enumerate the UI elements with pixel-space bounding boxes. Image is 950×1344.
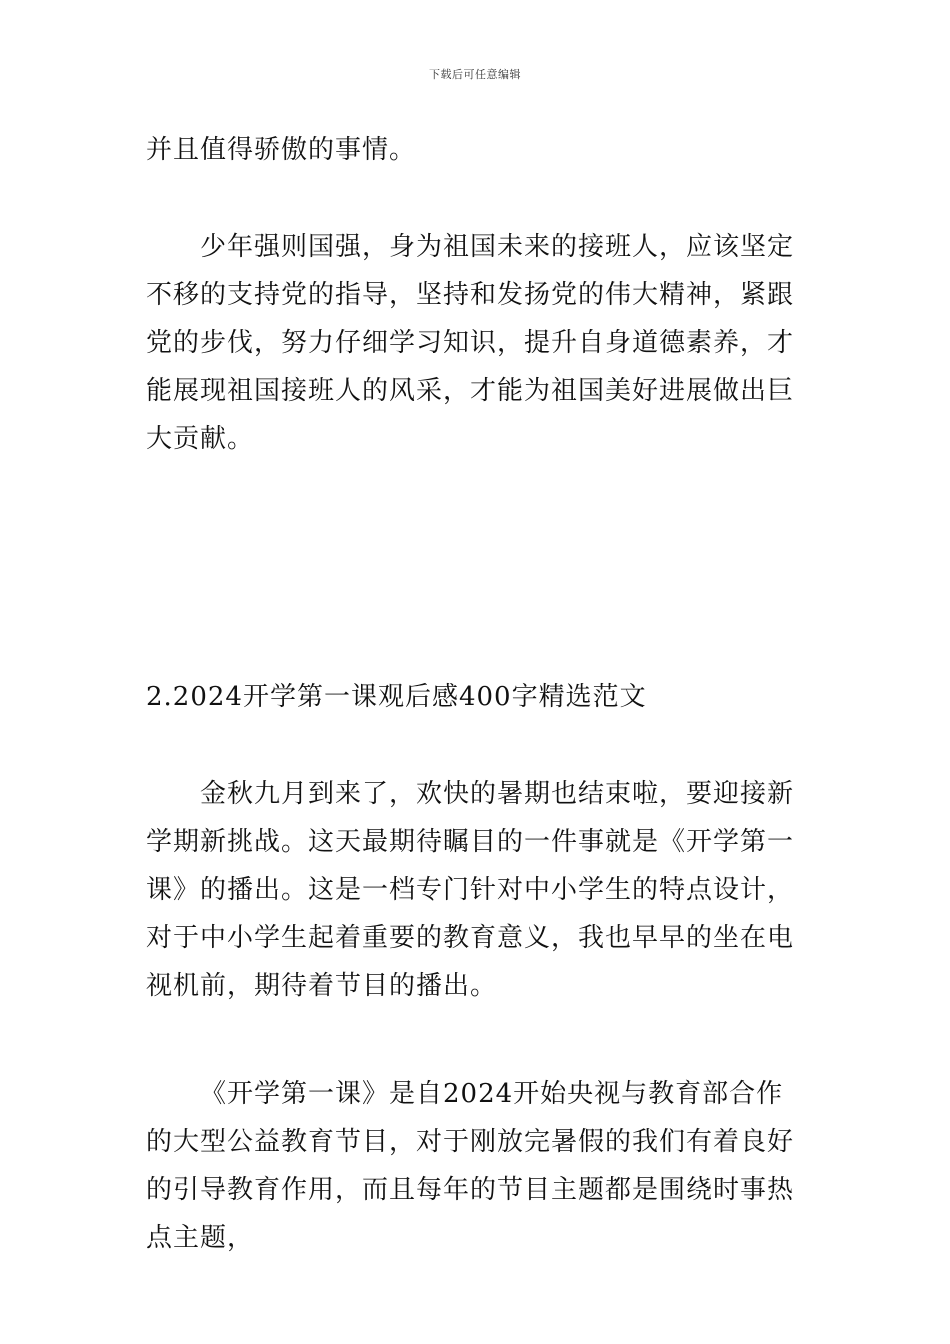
paragraph-program <box>146 1070 806 1262</box>
paragraph-text: 金秋九月到来了，欢快的暑期也结束啦，要迎接新学期新挑战。这天最期待瞩目的一件事就是《开学第一课》的播出。这是一档专门针对中小学生的特点设计，对于中小学生起着重要的教育意义，我也早早的坐在电视机前，期待着节目的播出。 <box>146 779 795 1001</box>
paragraph-text: 少年强则国强，身为祖国未来的接班人，应该坚定不移的支持党的指导，坚持和发扬党的伟大精神，紧跟党的步伐，努力仔细学习知识，提升自身道德素养，才能展现祖国接班人的风采，才能为祖国美好进展做出巨大贡献。 <box>146 232 795 454</box>
section-heading-text: 2.2024开学第一课观后感400字精选范文 <box>146 682 647 712</box>
paragraph-autumn <box>146 770 806 1010</box>
paragraph-continuation <box>146 126 806 174</box>
page-header-note: 下载后可任意编辑 <box>429 68 521 81</box>
paragraph-text: 并且值得骄傲的事情。 <box>146 135 417 165</box>
paragraph-text: 《开学第一课》是自2024开始央视与教育部合作的大型公益教育节目，对于刚放完暑假的我们有着良好的引导教育作用，而且每年的节目主题都是围绕时事热点主题， <box>146 1079 795 1253</box>
paragraph-youth <box>146 223 806 463</box>
section-heading <box>146 673 806 721</box>
